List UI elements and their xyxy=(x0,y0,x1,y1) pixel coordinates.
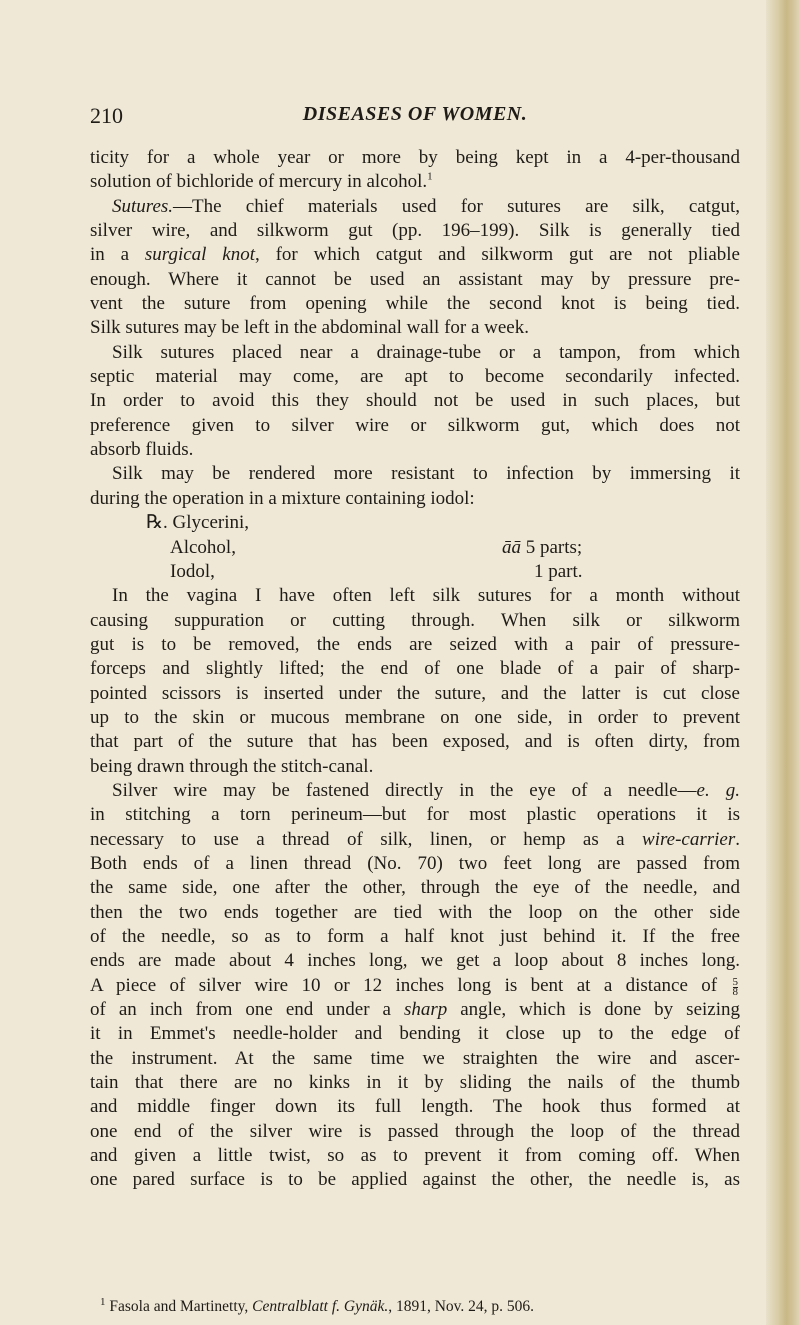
text-line: during the operation in a mixture containing iodol: xyxy=(90,487,475,509)
text-line: septic material may come, are apt to become secondarily infected. xyxy=(90,366,740,388)
text-line: Silk sutures may be left in the abdominal wall for a week. xyxy=(90,317,529,339)
text-run: angle, which is done by seizing xyxy=(447,999,740,1021)
prescription-row xyxy=(90,536,740,560)
emphasis: e. g. xyxy=(696,779,740,801)
paragraph-sutures xyxy=(90,195,740,341)
paragraph-5 xyxy=(90,584,740,779)
emphasis: wire-carrier xyxy=(642,828,736,850)
prescription-row xyxy=(90,511,740,535)
text-line: it in Emmet's needle-holder and bending it close up to the edge of xyxy=(90,1023,740,1045)
text-run: —The chief materials used for sutures are silk, catgut, xyxy=(173,195,740,217)
text-run: Silver wire may be fastened directly in the eye of a needle— xyxy=(112,779,697,801)
text-run: A piece of silver wire 10 or 12 inches long is bent at a distance of xyxy=(90,974,718,996)
text-line: preference given to silver wire or silkworm gut, which does not xyxy=(90,414,740,436)
fraction xyxy=(731,975,741,998)
text-line: absorb fluids. xyxy=(90,439,194,461)
text-line: ticity for a whole year or more by being kept in a 4-per-thousand xyxy=(90,147,740,168)
text-line xyxy=(90,243,740,267)
text-line xyxy=(90,195,740,219)
text-line xyxy=(90,170,740,194)
paragraph-4 xyxy=(90,462,740,511)
emphasis: surgical knot xyxy=(144,244,256,266)
text-line xyxy=(90,998,740,1022)
text-line: then the two ends together are tied with the loop on the other side xyxy=(90,901,740,923)
text-run: 5 parts; xyxy=(521,536,583,558)
running-title: DISEASES OF WOMEN. xyxy=(302,103,528,125)
page-header xyxy=(90,103,740,135)
text-line: gut is to be removed, the ends are seized with a pair of pressure- xyxy=(90,633,740,655)
prescription-ingredient: ℞. Glycerini, xyxy=(146,512,250,534)
page-number: 210 xyxy=(90,103,123,128)
text-run: of an inch from one end under a xyxy=(90,999,404,1021)
text-line xyxy=(90,779,740,803)
text-run: solution of bichloride of mercury in alcohol. xyxy=(90,171,428,193)
text-line: ends are made about 4 inches long, we get a loop about 8 inches long. xyxy=(90,950,740,972)
text-run: in a xyxy=(90,244,145,266)
text-line: Both ends of a linen thread (No. 70) two feet long are passed from xyxy=(90,852,740,874)
prescription-ingredient: Alcohol, xyxy=(170,536,236,558)
text-run: , for which catgut and silkworm gut are not pliable xyxy=(255,244,740,266)
prescription-ingredient: Iodol, xyxy=(170,560,215,582)
text-line: up to the skin or mucous membrane on one side, in order to prevent xyxy=(90,706,740,728)
text-line: one end of the silver wire is passed through the loop of the thread xyxy=(90,1120,740,1142)
text-line: and middle finger down its full length. The hook thus formed at xyxy=(90,1096,740,1118)
journal-title: Centralblatt f. Gynäk. xyxy=(252,1298,389,1315)
text-line: that part of the suture that has been exposed, and is often dirty, from xyxy=(90,731,740,753)
footnote-reference[interactable]: 1 xyxy=(427,171,433,184)
text-line: in stitching a torn perineum—but for most plastic operations it is xyxy=(90,804,740,826)
text-line: tain that there are no kinks in it by sliding the nails of the thumb xyxy=(90,1072,740,1094)
text-run: necessary to use a thread of silk, linen, or hemp as a xyxy=(90,828,643,850)
text-line: the same side, one after the other, through the eye of the needle, and xyxy=(90,877,740,899)
page-edge-shadow xyxy=(766,0,800,1325)
paragraph-3 xyxy=(90,341,740,463)
prescription-amount xyxy=(502,536,582,560)
emphasis: āā xyxy=(502,536,521,558)
text-line: pointed scissors is inserted under the suture, and the latter is cut close xyxy=(90,682,740,704)
fraction-numerator: 5 xyxy=(732,975,738,988)
text-line xyxy=(90,974,740,998)
text-line: the instrument. At the same time we straighten the wire and ascer- xyxy=(90,1047,740,1069)
text-line: causing suppuration or cutting through. When silk or silkworm xyxy=(90,609,740,631)
footnote xyxy=(100,1295,535,1316)
text-line: and given a little twist, so as to prevent it from coming off. When xyxy=(90,1145,740,1167)
text-line: vent the suture from opening while the second knot is being tied. xyxy=(90,293,740,315)
text-line: enough. Where it cannot be used an assistant may by pressure pre- xyxy=(90,268,740,290)
text-line: silver wire, and silkworm gut (pp. 196–199). Silk is generally tied xyxy=(90,220,740,242)
text-line: of the needle, so as to form a half knot just behind it. If the free xyxy=(90,926,740,947)
text-line: Silk sutures placed near a drainage-tube or a tampon, from which xyxy=(112,341,740,363)
paragraph-1 xyxy=(90,146,740,195)
text-line: one pared surface is to be applied against the other, the needle is, as xyxy=(90,1169,740,1191)
prescription xyxy=(90,511,740,584)
paragraph-6 xyxy=(90,779,740,1193)
prescription-row xyxy=(90,560,740,584)
body-text xyxy=(90,146,740,1193)
section-heading: Sutures. xyxy=(112,195,174,217)
text-line: forceps and slightly lifted; the end of one blade of a pair of sharp- xyxy=(90,658,740,680)
text-run: . xyxy=(735,828,740,850)
prescription-amount: 1 part. xyxy=(534,560,583,582)
text-line xyxy=(90,828,740,852)
text-run: , 1891, Nov. 24, p. 506. xyxy=(388,1298,535,1315)
text-line: In the vagina I have often left silk sutures for a month without xyxy=(112,585,740,607)
text-line: In order to avoid this they should not be used in such places, but xyxy=(90,390,740,412)
footnote-marker: 1 xyxy=(100,1295,106,1308)
emphasis: sharp xyxy=(403,999,448,1021)
text-line: Silk may be rendered more resistant to infection by immersing it xyxy=(112,463,740,485)
text-run: Fasola and Martinetty, xyxy=(105,1298,253,1315)
text-line: being drawn through the stitch-canal. xyxy=(90,755,374,777)
fraction-denominator: 8 xyxy=(732,985,738,998)
